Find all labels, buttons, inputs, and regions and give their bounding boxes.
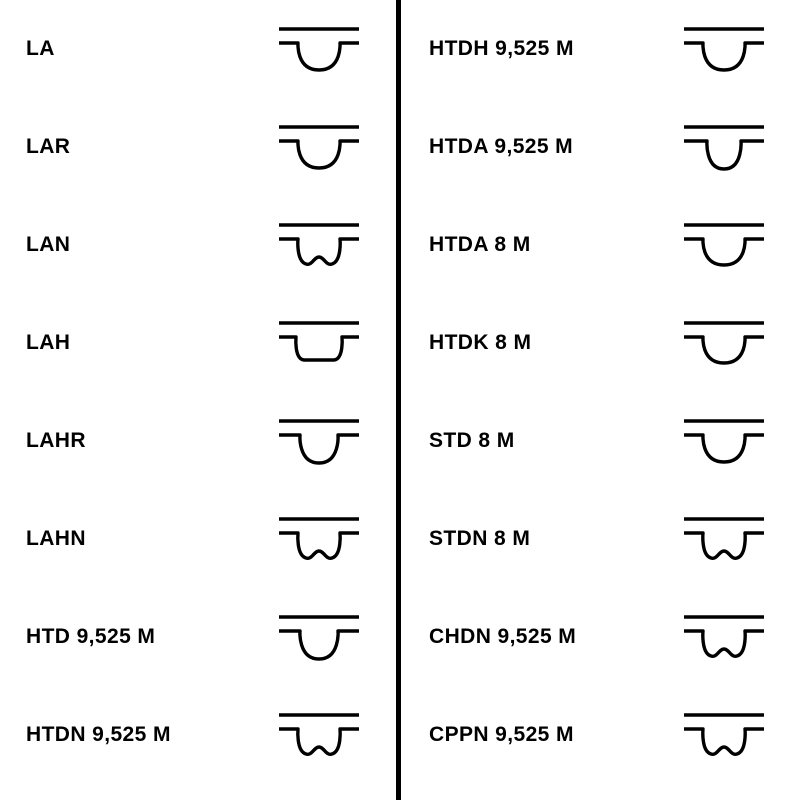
tooth-profile-icon [681, 707, 767, 763]
profile-row [0, 196, 396, 294]
tooth-profile-icon [276, 21, 362, 77]
right-column [401, 0, 800, 800]
tooth-profile-icon [276, 511, 362, 567]
tooth-profile-icon [276, 413, 362, 469]
tooth-profile-icon [681, 413, 767, 469]
profile-label: HTD 9,525 M [26, 625, 156, 648]
tooth-profile-icon [276, 315, 362, 371]
profile-label: HTDA 8 M [429, 233, 531, 256]
profile-row [401, 294, 800, 392]
profile-label: STDN 8 M [429, 527, 531, 550]
tooth-profile-icon [681, 21, 767, 77]
tooth-profile-icon [681, 119, 767, 175]
profile-label: LAN [26, 233, 71, 256]
profile-row [401, 98, 800, 196]
profile-label: LAHR [26, 429, 86, 452]
profile-label: STD 8 M [429, 429, 515, 452]
profile-row [401, 0, 800, 98]
profile-row [0, 294, 396, 392]
profile-row [401, 196, 800, 294]
profile-row [0, 392, 396, 490]
tooth-profile-icon [276, 707, 362, 763]
tooth-profile-icon [276, 609, 362, 665]
profile-label: HTDK 8 M [429, 331, 532, 354]
profile-row [401, 588, 800, 686]
profile-row [401, 392, 800, 490]
profile-label: HTDN 9,525 M [26, 723, 171, 746]
left-column [0, 0, 396, 800]
tooth-profile-icon [681, 511, 767, 567]
tooth-profile-icon [681, 609, 767, 665]
profile-row [0, 588, 396, 686]
tooth-profile-icon [681, 217, 767, 273]
profile-row [0, 98, 396, 196]
tooth-profile-icon [276, 119, 362, 175]
profile-label: LAHN [26, 527, 86, 550]
profile-row [0, 686, 396, 784]
profile-row [0, 0, 396, 98]
profile-row [401, 490, 800, 588]
profile-row [0, 490, 396, 588]
profile-label: LA [26, 37, 55, 60]
tooth-profile-icon [276, 217, 362, 273]
profile-label: CPPN 9,525 M [429, 723, 574, 746]
profile-label: LAR [26, 135, 71, 158]
tooth-profile-icon [681, 315, 767, 371]
profile-label: HTDH 9,525 M [429, 37, 574, 60]
profile-label: HTDA 9,525 M [429, 135, 574, 158]
profile-label: LAH [26, 331, 71, 354]
profile-row [401, 686, 800, 784]
profile-label: CHDN 9,525 M [429, 625, 577, 648]
